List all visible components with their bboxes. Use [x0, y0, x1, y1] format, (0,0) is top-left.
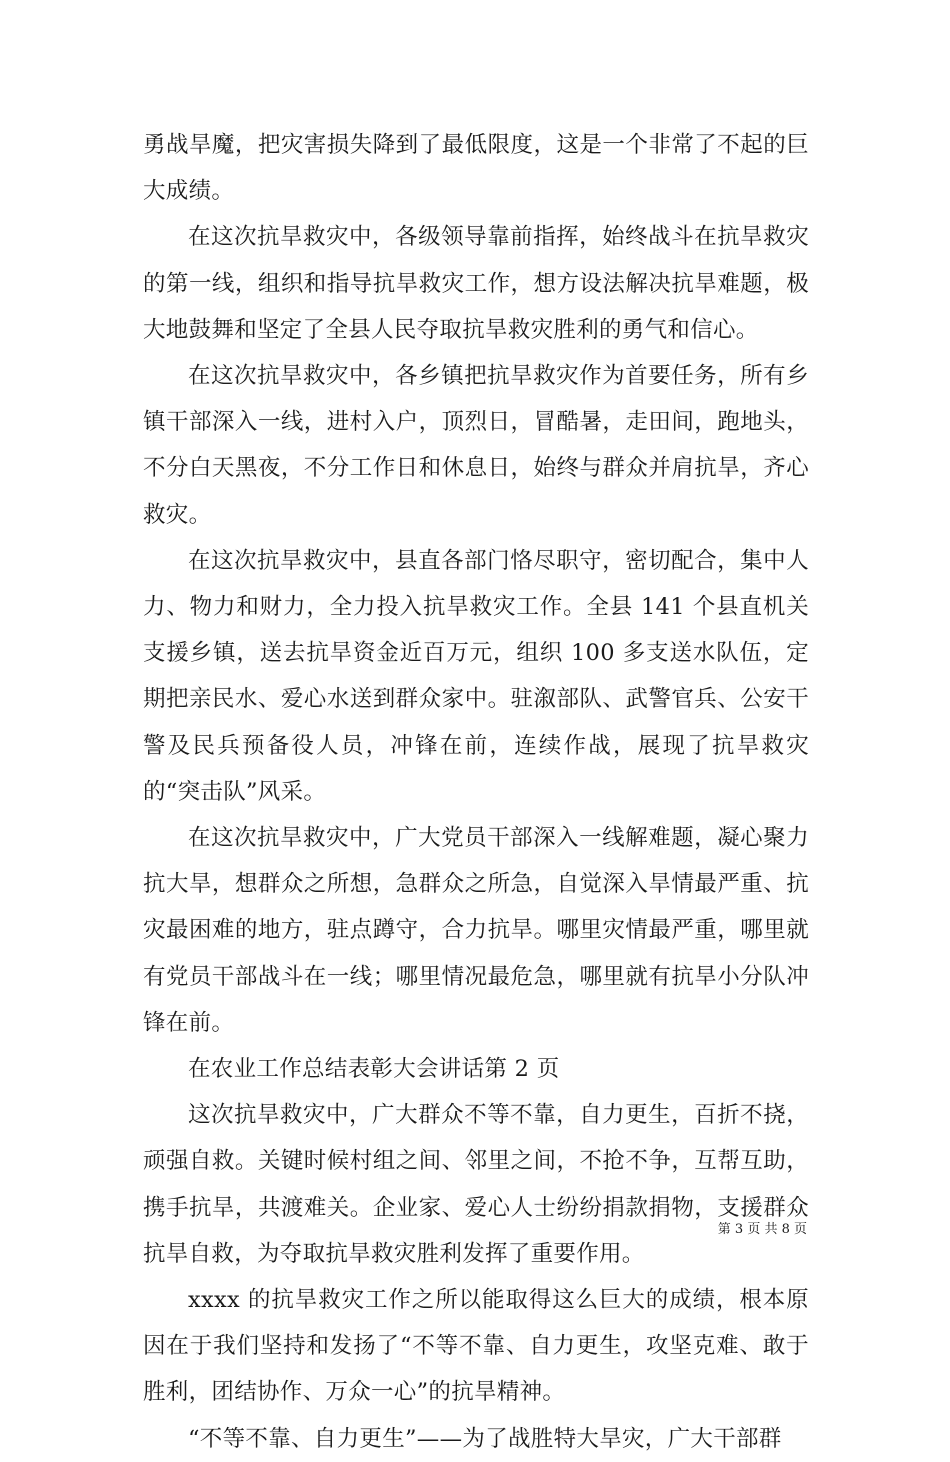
paragraph-5: 在这次抗旱救灾中，广大党员干部深入一线解难题，凝心聚力抗大旱，想群众之所想，急群众之所急，自觉深入旱情最严重、抗灾最困难的地方，驻点蹲守，合力抗旱。哪里灾情最严重，哪里就有党员干部战斗在一线；哪里情况最危急，哪里就有抗旱小分队冲锋在前。 — [143, 825, 809, 1036]
paragraph-7: xxxx 的抗旱救灾工作之所以能取得这么巨大的成绩，根本原因在于我们坚持和发扬了“不等不靠、自力更生，攻坚克难、敢于胜利，团结协作、万众一心”的抗旱精神。 — [143, 1287, 809, 1406]
paragraph-4: 在这次抗旱救灾中，县直各部门恪尽职守，密切配合，集中人力、物力和财力，全力投入抗旱救灾工作。全县 141 个县直机关支援乡镇，送去抗旱资金近百万元，组织 100 多支送水队伍，定期把亲民水、爱心水送到群众家中。驻溆部队、武警官兵、公安干警及民兵预备役人员，冲锋在前，连续作战，展现了抗旱救灾的“突击队”风采。 — [143, 547, 809, 805]
document-body — [143, 122, 809, 1462]
paragraph-6: 这次抗旱救灾中，广大群众不等不靠，自力更生，百折不挠，顽强自救。关键时候村组之间、邻里之间，不抢不争，互帮互助，携手抗旱，共渡难关。企业家、爱心人士纷纷捐款捐物，支援群众抗旱自救，为夺取抗旱救灾胜利发挥了重要作用。 — [143, 1102, 809, 1267]
paragraph-3: 在这次抗旱救灾中，各乡镇把抗旱救灾作为首要任务，所有乡镇干部深入一线，进村入户，顶烈日，冒酷暑，走田间，跑地头，不分白天黑夜，不分工作日和休息日，始终与群众并肩抗旱，齐心救灾。 — [143, 363, 809, 528]
paragraph-8: “不等不靠、自力更生”——为了战胜特大旱灾，广大干部群 — [188, 1425, 782, 1452]
paragraph-1: 勇战旱魔，把灾害损失降到了最低限度，这是一个非常了不起的巨大成绩。 — [143, 132, 809, 205]
page-continuation-heading: 在农业工作总结表彰大会讲话第 2 页 — [188, 1056, 560, 1083]
page-number-footer: 第 3 页 共 8 页 — [717, 1222, 807, 1237]
paragraph-2: 在这次抗旱救灾中，各级领导靠前指挥，始终战斗在抗旱救灾的第一线，组织和指导抗旱救灾工作，想方设法解决抗旱难题，极大地鼓舞和坚定了全县人民夺取抗旱救灾胜利的勇气和信心。 — [143, 224, 809, 343]
